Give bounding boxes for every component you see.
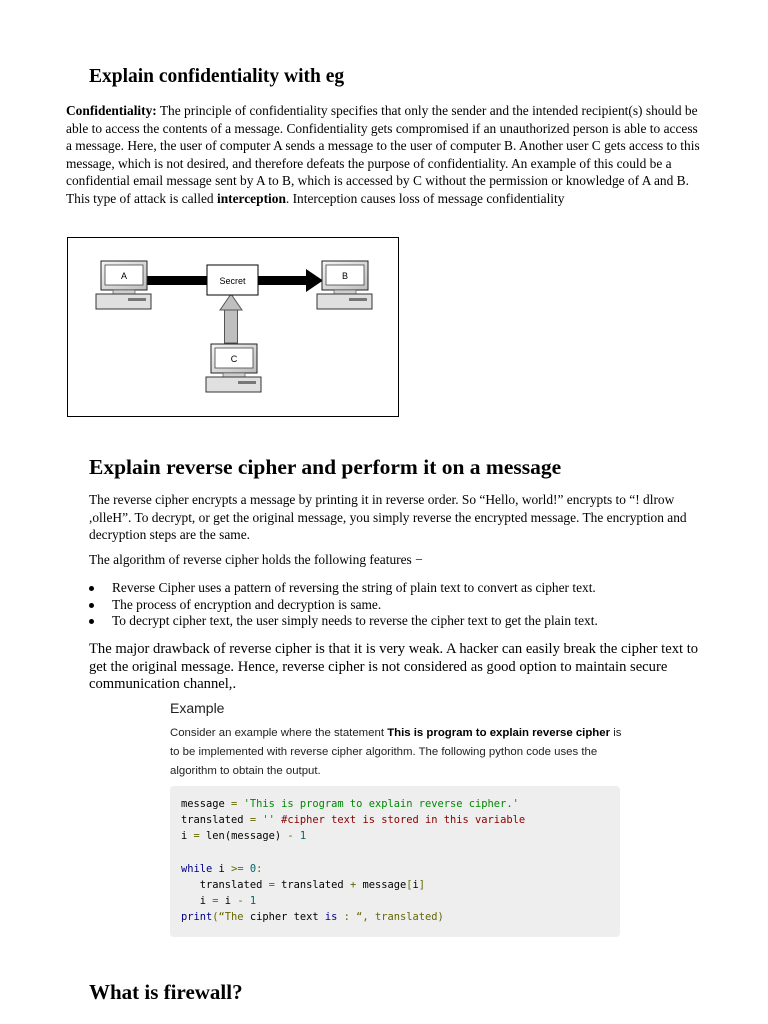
bullet-icon bbox=[89, 586, 94, 591]
list-item: Reverse Cipher uses a pattern of reversing the string of plain text to convert as cipher text. bbox=[89, 580, 709, 597]
code-line: message = 'This is program to explain reverse cipher.' bbox=[181, 798, 519, 810]
interception-term: interception bbox=[216, 190, 286, 206]
computer-a-label: A bbox=[120, 271, 128, 281]
computer-a bbox=[96, 261, 151, 309]
heading-confidentiality: Explain confidentiality with eg bbox=[89, 66, 345, 87]
heading-firewall: What is firewall? bbox=[89, 980, 243, 1004]
confidentiality-body-1: The principle of confidentiality specifies that only the sender and the intended recipient(s) should be able to access the contents of a message. Confidentiality gets compromised if an unauthorized person is able to access a message. Here, the user of computer A sends a message to the user of computer B. Another user C gets access to this message, which is not desired, and therefore defeats the purpose of confidentiality. An example of this could be a confidential email message sent by A to B, which is accessed by C without the permission or knowledge of A and B. This type of attack is called bbox=[66, 103, 700, 206]
list-item: The process of encryption and decryption is same. bbox=[89, 597, 709, 614]
list-item: To decrypt cipher text, the user simply needs to reverse the cipher text to get the plain text. bbox=[89, 613, 709, 630]
code-block bbox=[170, 786, 620, 937]
arrow-c-shaft bbox=[225, 308, 238, 343]
bullet-icon bbox=[89, 603, 94, 608]
computer-c-label: C bbox=[230, 354, 238, 364]
confidentiality-body-2: . Interception causes loss of message confidentiality bbox=[285, 190, 565, 206]
code-line: print(“The cipher text is : “, translated) bbox=[181, 911, 444, 924]
confidentiality-paragraph bbox=[66, 102, 706, 208]
interception-diagram bbox=[67, 237, 399, 417]
arrow-a-to-secret bbox=[147, 276, 207, 285]
computer-b bbox=[317, 261, 372, 309]
secret-label: Secret bbox=[219, 276, 246, 286]
example-statement: This is program to explain reverse cipher bbox=[387, 727, 611, 739]
code-line: translated = '' #cipher text is stored in this variable bbox=[181, 814, 526, 827]
code-line: i = i - 1 bbox=[181, 895, 257, 908]
arrow-head-to-b bbox=[306, 269, 323, 292]
features-list bbox=[89, 580, 709, 630]
drawback-paragraph: The major drawback of reverse cipher is that it is very weak. A hacker can easily break the cipher text to get the original message. Hence, reverse cipher is not considered as good option to maintain secure communication channel,. bbox=[89, 641, 699, 692]
heading-reverse-cipher: Explain reverse cipher and perform it on a message bbox=[89, 455, 562, 479]
arrow-c-head bbox=[220, 294, 242, 310]
bullet-icon bbox=[89, 619, 94, 624]
code-line: i = len(message) - 1 bbox=[181, 830, 307, 843]
confidentiality-term: Confidentiality: bbox=[66, 103, 157, 118]
example-text: Consider an example where the statement This is program to explain reverse cipher is to be implemented with reverse cipher algorithm. The following python code uses the algorithm to obtain the output. bbox=[170, 727, 622, 777]
features-intro: The algorithm of reverse cipher holds the following features − bbox=[89, 552, 423, 567]
code-line-blank bbox=[181, 845, 620, 861]
code-line: translated = translated + message[i] bbox=[181, 878, 426, 891]
computer-c bbox=[206, 344, 261, 392]
reverse-cipher-intro: The reverse cipher encrypts a message by printing it in reverse order. So “Hello, world!” encrypts to “! dlrow ,olleH”. To decrypt, or get the original message, you simply reverse the encrypted message. The encryption and decryption steps are the same. bbox=[89, 492, 687, 543]
example-title: Example bbox=[170, 700, 225, 716]
interception-diagram-svg bbox=[68, 238, 400, 418]
code-line: while i >= 0: bbox=[181, 862, 263, 875]
computer-b-label: B bbox=[341, 271, 349, 281]
arrow-secret-to-b-shaft bbox=[258, 276, 306, 285]
